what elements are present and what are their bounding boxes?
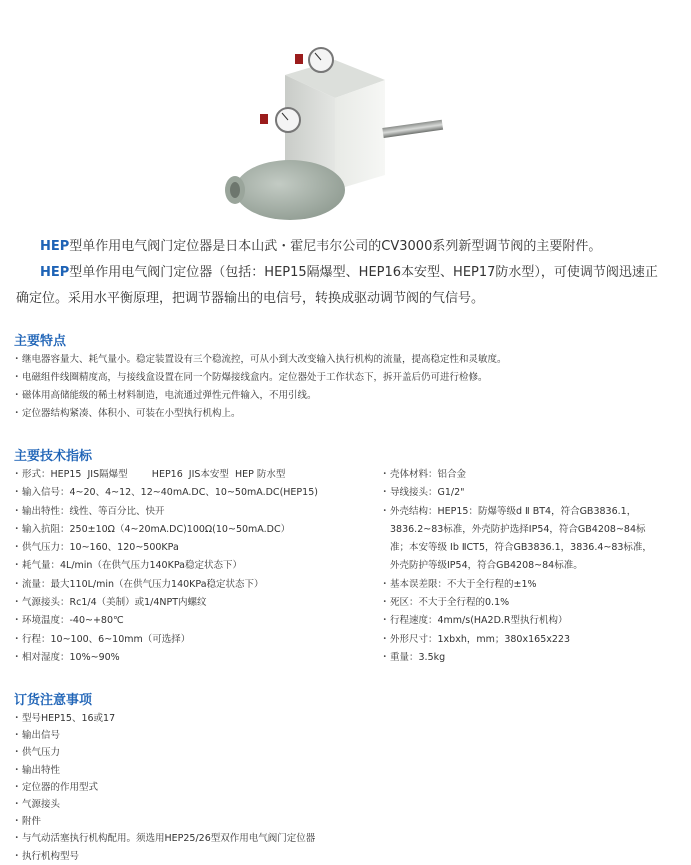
list-item-text: 壳体材料：铝合金: [390, 469, 467, 480]
list-item-text: 附件: [22, 816, 42, 828]
bullet: ・: [12, 523, 22, 535]
bullet: ・: [12, 487, 22, 499]
list-item: [12, 503, 318, 521]
features-title: 主要特点: [14, 334, 67, 349]
bullet: ・: [12, 469, 22, 480]
list-item: [12, 744, 315, 761]
bullet: ・: [380, 633, 390, 645]
bullet: ・: [12, 354, 22, 365]
list-item-text: 与气动活塞执行机构配用。须选用HEP25/26型双作用电气阀门定位器: [22, 833, 316, 845]
list-item-text: 电磁组件线圈精度高，与接线盒设置在同一个防爆接线盒内。定位器处于工作状态下，拆开盖后仍可进行检修。: [22, 372, 488, 383]
list-item-text: 输出特性: [22, 764, 61, 776]
list-item: [12, 710, 315, 727]
list-item-text: 流量：最大110L/min（在供气压力140KPa稳定状态下）: [22, 578, 264, 590]
list-item-text: 输出信号: [22, 730, 61, 742]
bullet: ・: [12, 372, 22, 383]
list-item: [380, 484, 652, 502]
intro: [16, 234, 666, 312]
list-item: [12, 848, 315, 865]
list-item-text: 供气压力：10~160、120~500KPa: [22, 542, 179, 554]
list-item-text: 供气压力: [22, 747, 61, 759]
bullet: ・: [12, 764, 22, 776]
list-item-text: 型号HEP15、16或17: [22, 713, 116, 724]
specs-right-list: [380, 466, 652, 667]
list-item-text: 导线接头：G1/2": [390, 487, 465, 499]
bullet: ・: [12, 713, 22, 724]
brand-name: HEP: [40, 239, 70, 254]
bullet: ・: [12, 542, 22, 554]
list-item: [12, 405, 507, 423]
list-item: [380, 594, 652, 612]
bullet: ・: [12, 390, 22, 401]
bullet: ・: [12, 505, 22, 517]
bullet: ・: [12, 633, 22, 645]
list-item-text: 气源接头：Rc1/4（美制）或1/4NPT内螺纹: [22, 597, 207, 609]
list-item-text: 3836.2~83标准，外壳防护选择IP54，符合GB4208~84标: [390, 523, 646, 535]
list-item: [12, 813, 315, 830]
bullet: ・: [12, 798, 22, 810]
list-item-text: 环境温度：-40~+80℃: [22, 615, 124, 627]
intro-paragraph-1: [16, 234, 666, 260]
list-item: [12, 521, 318, 539]
list-item-text: 外形尺寸：1xbxh，mm；380x165x223: [390, 633, 570, 645]
order-title: 订货注意事项: [14, 693, 93, 708]
list-item-continuation: [380, 521, 652, 539]
bullet: ・: [12, 615, 22, 627]
list-item-continuation: [380, 557, 652, 575]
list-item: [12, 484, 318, 502]
list-item: [12, 351, 507, 369]
list-item: [380, 612, 652, 630]
product-photo: [215, 40, 455, 225]
list-item-text: 死区：不大于全行程的0.1%: [390, 597, 510, 609]
list-item: [12, 631, 318, 649]
list-item: [380, 649, 652, 667]
list-item: [12, 539, 318, 557]
list-item-text: 行程：10~100、6~10mm（可选择）: [22, 633, 191, 645]
intro-text: 型单作用电气阀门定位器（包括：HEP15隔爆型、HEP16本安型、HEP17防水型），可使调节阀迅速正确定位。采用水平衡原理，把调节器输出的电信号，转换成驱动调节阀的气信号。: [16, 265, 658, 306]
list-item-text: 磁体用高储能级的稀土材料制造，电流通过弹性元件输入，不用引线。: [22, 390, 317, 401]
features-list: [12, 351, 507, 423]
list-item-text: 行程速度：4mm/s(HA2D.R型执行机构）: [390, 615, 568, 627]
list-item: [12, 557, 318, 575]
bullet: ・: [380, 487, 390, 499]
bullet: ・: [380, 651, 390, 663]
list-item: [380, 466, 652, 484]
bullet: ・: [12, 730, 22, 742]
bullet: ・: [380, 615, 390, 627]
bullet: ・: [12, 578, 22, 590]
list-item-text: 准；本安等级 Ib ⅡCT5，符合GB3836.1，3836.4~83标准，: [390, 542, 652, 554]
bullet: ・: [380, 597, 390, 609]
list-item: [380, 503, 652, 521]
list-item: [12, 594, 318, 612]
list-item-text: 输入抗阻：250±10Ω（4~20mA.DC)100Ω(10~50mA.DC）: [22, 523, 291, 535]
brand-name: HEP: [40, 265, 70, 280]
list-item: [12, 612, 318, 630]
list-item: [12, 796, 315, 813]
list-item-text: 输入信号：4~20、4~12、12~40mA.DC、10~50mA.DC(HEP15): [22, 487, 318, 499]
list-item-text: 气源接头: [22, 798, 61, 810]
bullet: ・: [12, 560, 22, 572]
list-item-text: 继电器容量大、耗气量小。稳定装置设有三个稳流控，可从小到大改变输入执行机构的流量，提高稳定性和灵敏度。: [22, 354, 507, 365]
intro-paragraph-2: [16, 260, 666, 312]
list-item: [380, 631, 652, 649]
bullet: ・: [380, 578, 390, 590]
list-item-text: 外壳结构：HEP15：防爆等级d Ⅱ BT4，符合GB3836.1，: [390, 505, 637, 517]
list-item-text: 基本误差限：不大于全行程的±1%: [390, 578, 537, 590]
bullet: ・: [12, 651, 22, 663]
list-item: [12, 649, 318, 667]
list-item-text: 执行机构型号: [22, 850, 80, 862]
intro-text: 型单作用电气阀门定位器是日本山武・霍尼韦尔公司的CV3000系列新型调节阀的主要附件。: [69, 239, 602, 254]
bullet: ・: [12, 781, 22, 793]
bullet: ・: [12, 747, 22, 759]
list-item-text: 重量：3.5kg: [390, 651, 446, 663]
list-item-continuation: [380, 539, 652, 557]
list-item-text: 定位器结构紧凑、体积小、可装在小型执行机构上。: [22, 408, 241, 419]
list-item-text: 定位器的作用型式: [22, 781, 99, 793]
bullet: ・: [380, 469, 390, 480]
bullet: ・: [12, 850, 22, 862]
list-item-text: 形式：HEP15 JIS隔爆型 HEP16 JIS本安型 HEP 防水型: [22, 469, 286, 480]
specs-title: 主要技术指标: [14, 449, 93, 464]
bullet: ・: [380, 505, 390, 517]
list-item: [12, 727, 315, 744]
list-item: [12, 762, 315, 779]
specs-left-list: [12, 466, 318, 667]
list-item: [12, 466, 318, 484]
list-item: [12, 387, 507, 405]
list-item: [12, 576, 318, 594]
bullet: ・: [12, 597, 22, 609]
list-item: [12, 369, 507, 387]
bullet: ・: [12, 816, 22, 828]
bullet: ・: [12, 833, 22, 845]
list-item: [12, 830, 315, 847]
list-item-text: 相对湿度：10%~90%: [22, 651, 120, 663]
list-item: [12, 779, 315, 796]
list-item: [380, 576, 652, 594]
bullet: ・: [12, 408, 22, 419]
order-list: [12, 710, 315, 865]
list-item-text: 耗气量：4L/min（在供气压力140KPa稳定状态下）: [22, 560, 242, 572]
list-item-text: 输出特性：线性、等百分比、快开: [22, 505, 165, 517]
list-item-text: 外壳防护等级IP54，符合GB4208~84标准。: [390, 560, 583, 572]
